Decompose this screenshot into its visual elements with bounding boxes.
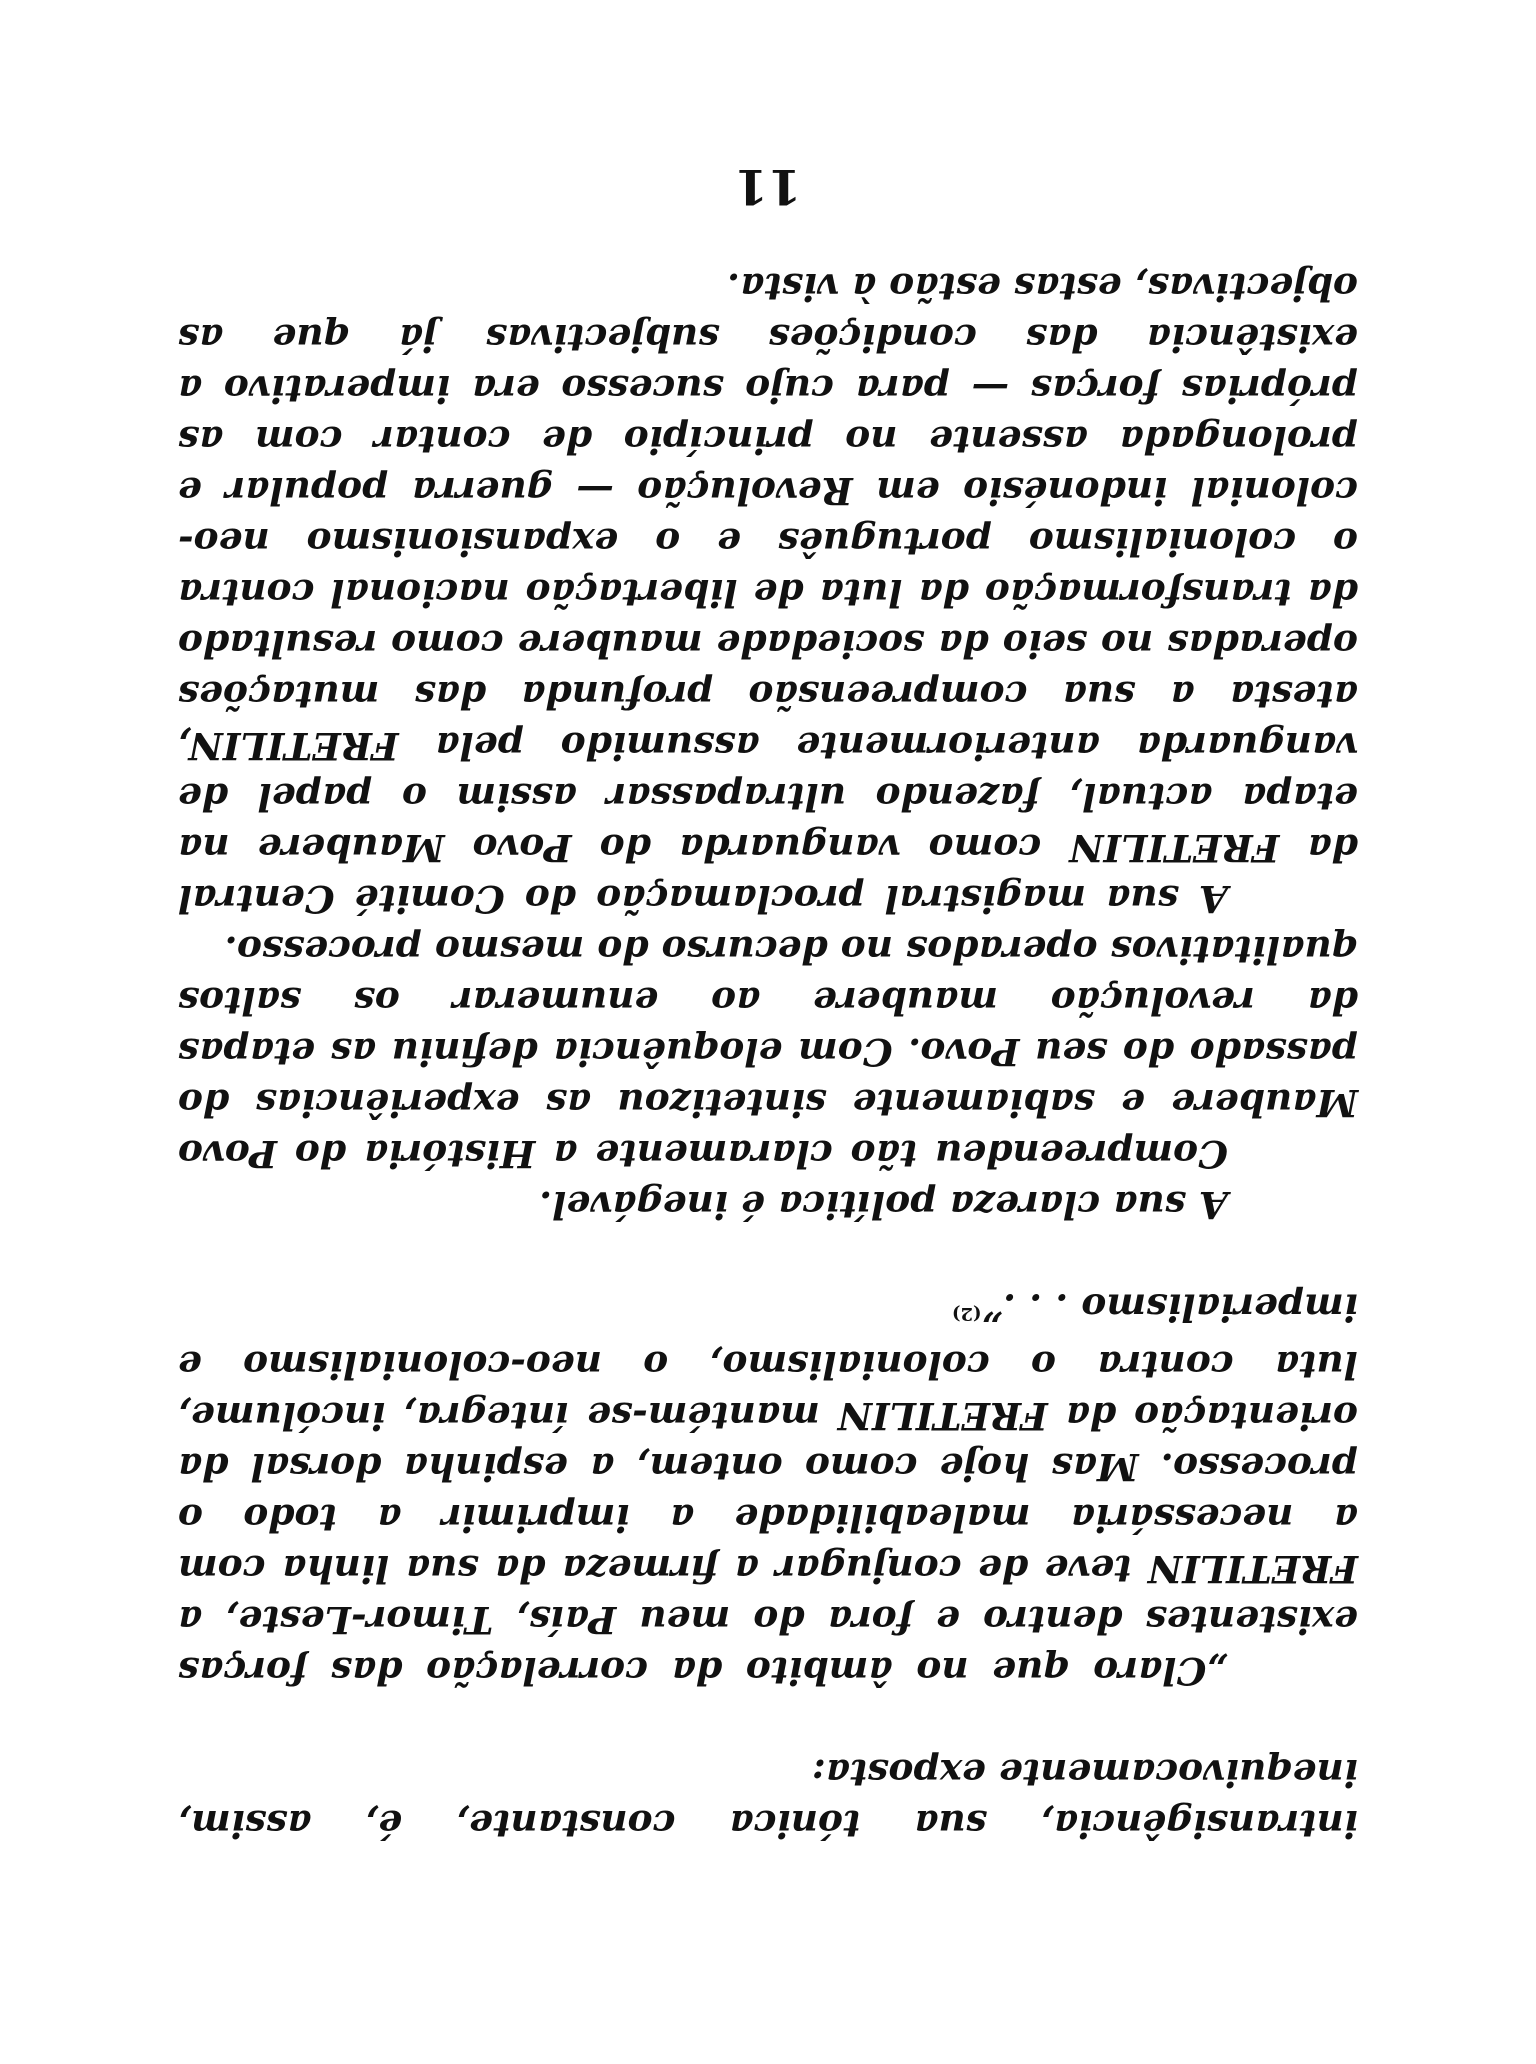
paragraph-intro: intransigência, sua tónica constante, é, assim, inequivocamente exposta: — [178, 1751, 1358, 1846]
paragraph-proclamation: A sua magistral proclamação do Comité Central da FRETILIN como vanguarda do Povo Maubere na etapa actual, fazendo ultrapassar assim o papel de vanguarda anteriormente assumido pela FRETILIN, atesta a sua compreensão profunda das mutações operadas no seio da sociedade maubere como resultado da transformação da luta de libertação nacional contra o colonialismo português e o expansionismo neo-colonial indonésio em Revolução — guerra popular e prolongada assente no princípio de contar com as próprias forças — para cujo sucesso era imperativo a existência das condições subjectivas já que as objectivas, estas estão à vista. — [178, 265, 1358, 922]
footnote-marker: (2) — [951, 1303, 982, 1324]
paragraph-history: Compreendeu tão claramente a História do Povo Maubere e sabiamente sintetizou as experiências do passado do seu Povo. Com eloquência definiu as etapas da revolução maubere ao enumerar os saltos qualitativos operados no decurso do mesmo processo. — [178, 928, 1358, 1177]
quotation-paragraph — [178, 1282, 1358, 1697]
page-number: 11 — [734, 158, 802, 214]
page-body — [178, 262, 1358, 1850]
quotation-text: „Claro que no âmbito da correlação das forças existentes dentro e fora do meu País, Timor-Leste, a FRETILIN teve de conjugar a firmeza da sua linha com a necessária maleabilidade a imprimir a todo o processo. Mas hoje como ontem, a espinha dorsal da orientação da FRETILIN mantém-se íntegra, incólume, luta contra o colonialismo, o neo-colonialismo e imperialismo . . .” — [178, 1285, 1358, 1693]
paragraph-clarity: A sua clareza política é inegável. — [539, 1183, 1228, 1228]
